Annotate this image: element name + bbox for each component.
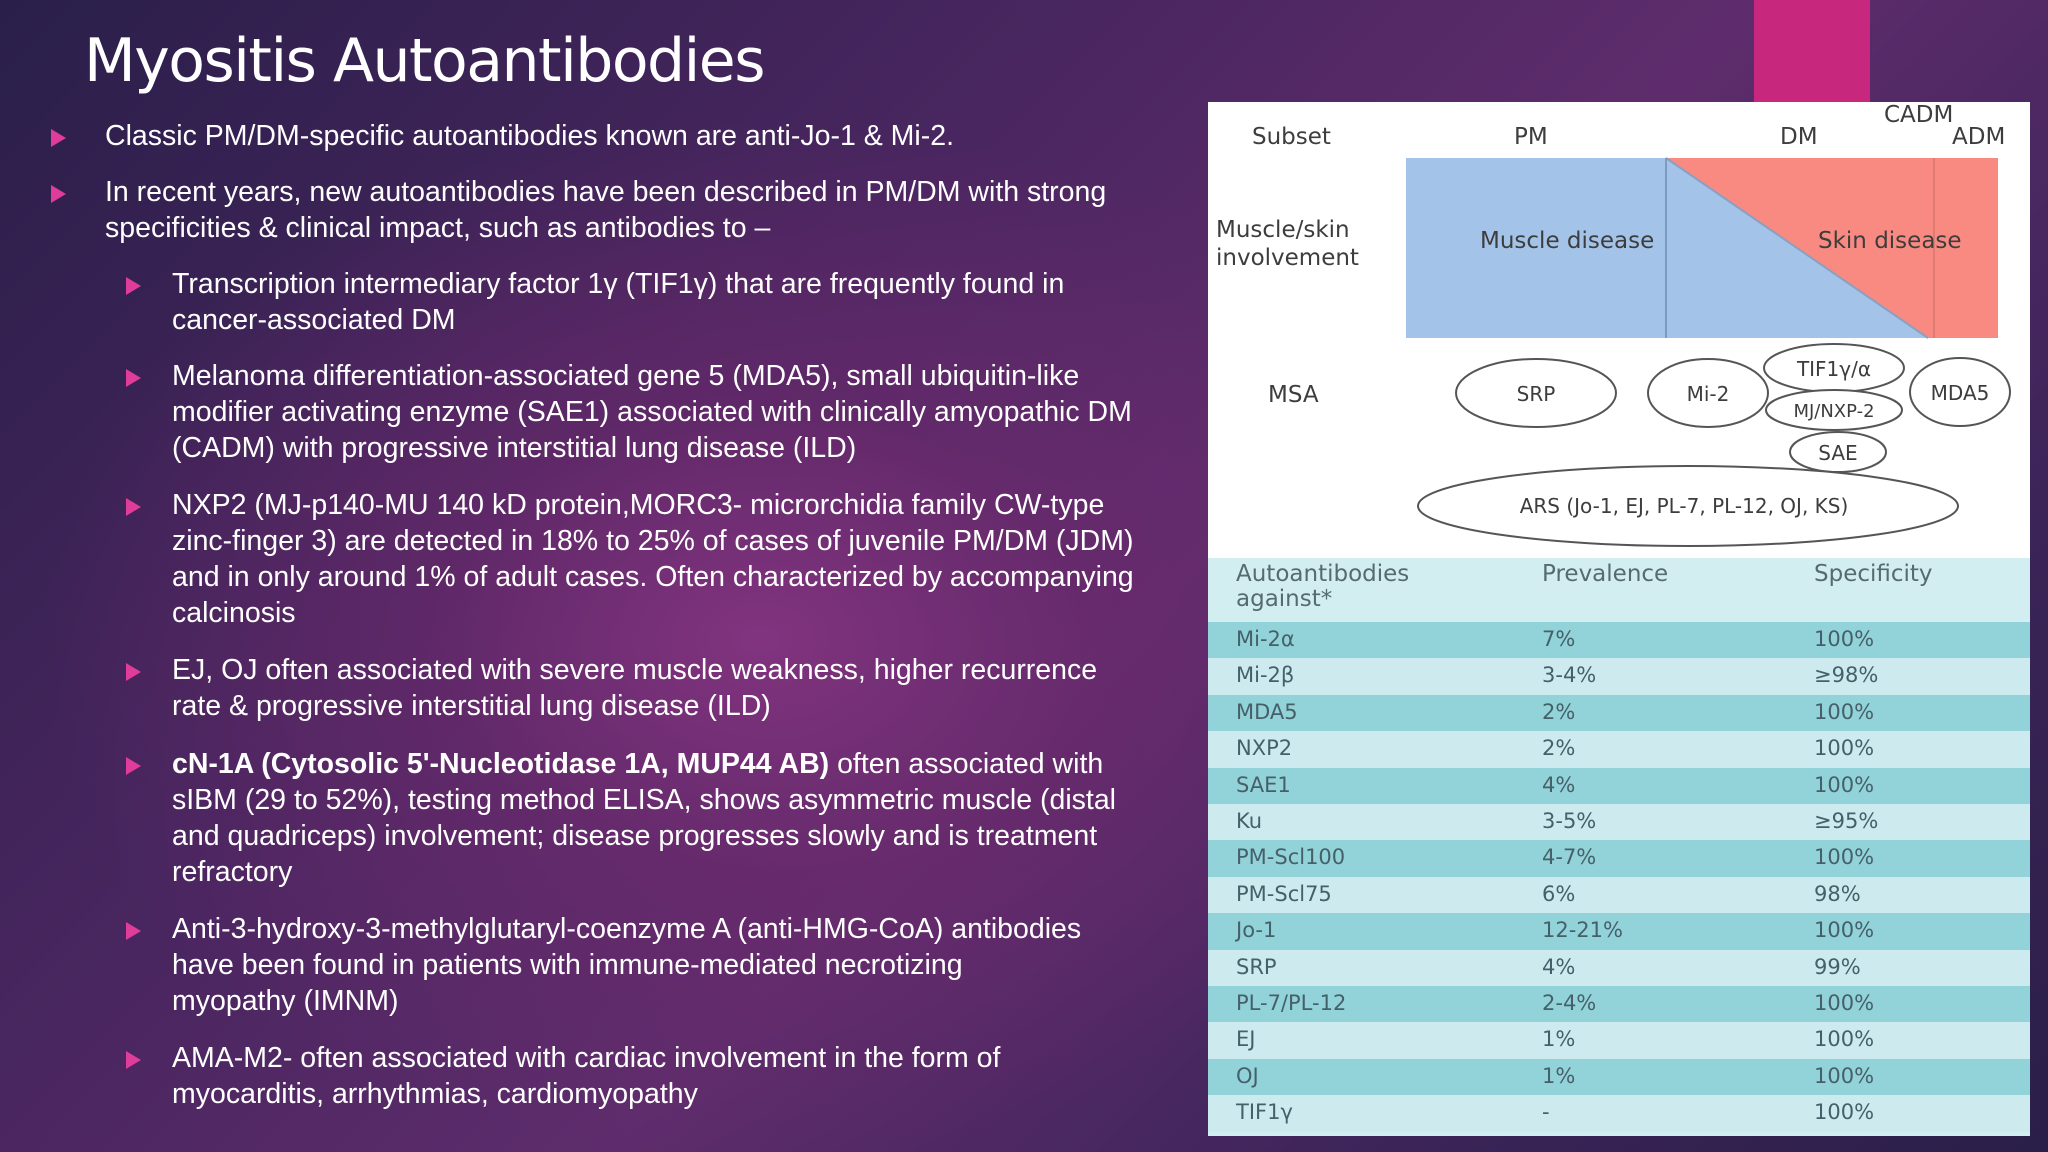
specificity-cell: 100%	[1814, 736, 1875, 761]
prevalence-cell: 1%	[1542, 1063, 1576, 1088]
table-row	[1208, 658, 2030, 694]
slide-title: Myositis Autoantibodies	[84, 26, 764, 96]
bullet-arrow-icon	[126, 757, 141, 775]
antibody-cell: Mi-2β	[1236, 663, 1295, 688]
sub-bullet-item	[172, 358, 1192, 466]
antibody-cell: PM-Scl75	[1236, 881, 1332, 906]
antibody-cell: MDA5	[1236, 699, 1298, 724]
skin-disease-label: Skin disease	[1818, 228, 1962, 254]
specificity-cell: ≥98%	[1814, 663, 1879, 688]
prevalence-cell: -	[1542, 1100, 1550, 1125]
bullet-text: In recent years, new autoantibodies have been described in PM/DM with strong specificities & clinical impact, such as antibodies to –	[105, 176, 1107, 244]
sub-bullet-item	[172, 266, 1192, 338]
antibody-cell: SRP	[1236, 954, 1277, 979]
table-row	[1208, 1022, 2030, 1058]
specificity-cell: 100%	[1814, 772, 1875, 797]
header-autoantibodies: Autoantibodies against*	[1236, 561, 1410, 612]
specificity-cell: 100%	[1814, 918, 1875, 943]
mda5-label: MDA5	[1930, 381, 1990, 405]
bullet-item	[105, 174, 1185, 246]
bullet-text: Classic PM/DM-specific autoantibodies known are anti-Jo-1 & Mi-2.	[105, 120, 954, 152]
antibody-cell: Ku	[1236, 809, 1263, 833]
table-row	[1208, 840, 2030, 876]
prevalence-cell: 4%	[1542, 772, 1576, 797]
header-specificity: Specificity	[1814, 561, 1933, 587]
table-row	[1208, 1059, 2030, 1095]
prevalence-cell: 4-7%	[1542, 845, 1597, 870]
table-row	[1208, 768, 2030, 804]
specificity-cell: ≥95%	[1814, 809, 1879, 833]
cadm-label: CADM	[1884, 102, 1954, 128]
bullet-bold-text: cN-1A (Cytosolic 5'-Nucleotidase 1A, MUP44 AB)	[172, 748, 830, 780]
prevalence-cell: 2%	[1542, 736, 1576, 761]
prevalence-cell: 3-5%	[1542, 809, 1597, 833]
subset-label: Subset	[1252, 124, 1331, 150]
specificity-cell: 100%	[1814, 1063, 1875, 1088]
bullet-arrow-icon	[126, 277, 141, 295]
antibody-cell: EJ	[1236, 1027, 1256, 1052]
bullet-text: EJ, OJ often associated with severe muscle weakness, higher recurrence rate & progressive interstitial lung disease (ILD)	[172, 654, 1098, 722]
table-row	[1208, 986, 2030, 1022]
bullet-arrow-icon	[126, 369, 141, 387]
table-header	[1208, 558, 2030, 622]
antibody-cell: TIF1γ	[1236, 1100, 1293, 1125]
bullet-arrow-icon	[51, 185, 66, 203]
table-row	[1208, 804, 2030, 840]
sub-bullet-item	[172, 911, 1192, 1019]
muscle-disease-label: Muscle disease	[1480, 228, 1655, 254]
accent-bar	[1754, 0, 1870, 102]
sub-bullet-item	[172, 652, 1192, 724]
sub-bullet-item	[172, 746, 1192, 890]
prevalence-cell: 12-21%	[1542, 918, 1623, 943]
mi2-label: Mi-2	[1686, 382, 1730, 406]
bullet-text: Transcription intermediary factor 1γ (TIF1γ) that are frequently found in cancer-associated DM	[172, 268, 1065, 336]
antibody-cell: NXP2	[1236, 736, 1293, 761]
table-row	[1208, 877, 2030, 913]
adm-label: ADM	[1952, 124, 2006, 150]
specificity-cell: 100%	[1814, 1027, 1875, 1052]
ars-label: ARS (Jo-1, EJ, PL-7, PL-12, OJ, KS)	[1519, 494, 1849, 518]
specificity-cell: 100%	[1814, 991, 1875, 1015]
diagram-graphic	[1208, 102, 2030, 558]
prevalence-cell: 6%	[1542, 881, 1576, 906]
msa-label: MSA	[1268, 382, 1319, 408]
specificity-cell: 100%	[1814, 627, 1875, 651]
tif1-label: TIF1γ/α	[1796, 357, 1872, 381]
table-row	[1208, 913, 2030, 949]
bullet-arrow-icon	[126, 498, 141, 516]
specificity-cell: 100%	[1814, 845, 1875, 870]
prevalence-cell: 2-4%	[1542, 991, 1597, 1015]
specificity-cell: 100%	[1814, 699, 1875, 724]
antibody-cell: PM-Scl100	[1236, 845, 1346, 870]
msa-diagram	[1208, 102, 2030, 558]
table-row	[1208, 695, 2030, 731]
bullet-text: NXP2 (MJ-p140-MU 140 kD protein,MORC3- microrchidia family CW-type zinc-finger 3) are detected in 18% to 25% of cases of juvenile PM/DM (JDM) and in only around 1% of adult cases. Often characterized by accompanying calcinosis	[172, 489, 1134, 629]
autoantibody-table	[1208, 558, 2030, 1136]
prevalence-cell: 4%	[1542, 954, 1576, 979]
specificity-cell: 100%	[1814, 1100, 1875, 1125]
prevalence-cell: 2%	[1542, 699, 1576, 724]
bullet-rest-text: often associated with sIBM (29 to 52%), testing method ELISA, shows asymmetric muscle (distal and quadriceps) involvement; disease progresses slowly and is treatment refractory	[172, 748, 1117, 888]
mjnxp2-label: MJ/NXP-2	[1793, 401, 1875, 422]
antibody-cell: Mi-2α	[1236, 627, 1295, 651]
prevalence-cell: 3-4%	[1542, 663, 1597, 688]
bullet-text: Melanoma differentiation-associated gene 5 (MDA5), small ubiquitin-like modifier activating enzyme (SAE1) associated with clinically amyopathic DM (CADM) with progressive interstitial lung disease (ILD)	[172, 360, 1132, 464]
bullet-arrow-icon	[126, 922, 141, 940]
bullet-arrow-icon	[126, 1051, 141, 1069]
antibody-cell: Jo-1	[1236, 918, 1277, 943]
specificity-cell: 99%	[1814, 954, 1861, 979]
involvement-label: Muscle/skin involvement	[1216, 217, 1359, 271]
sub-bullet-item	[172, 1040, 1192, 1112]
header-prevalence: Prevalence	[1542, 561, 1669, 587]
table-row	[1208, 950, 2030, 986]
prevalence-cell: 7%	[1542, 627, 1576, 651]
dm-label: DM	[1780, 124, 1818, 150]
bullet-text: Anti-3-hydroxy-3-methylglutaryl-coenzyme A (anti-HMG-CoA) antibodies have been found in patients with immune-mediated necrotizing myopathy (IMNM)	[172, 913, 1082, 1017]
table-row	[1208, 622, 2030, 658]
bullet-arrow-icon	[51, 129, 66, 147]
bullet-text: AMA-M2- often associated with cardiac involvement in the form of myocarditis, arrhythmias, cardiomyopathy	[172, 1042, 1001, 1110]
pm-label: PM	[1514, 124, 1548, 150]
prevalence-cell: 1%	[1542, 1027, 1576, 1052]
specificity-cell: 98%	[1814, 881, 1861, 906]
sae-label: SAE	[1818, 441, 1858, 465]
bullet-text	[172, 746, 1192, 890]
table-row	[1208, 1095, 2030, 1131]
bullet-arrow-icon	[126, 663, 141, 681]
srp-label: SRP	[1516, 382, 1556, 406]
antibody-cell: OJ	[1236, 1063, 1259, 1088]
table-row	[1208, 731, 2030, 767]
bullet-item	[105, 118, 1185, 154]
antibody-cell: PL-7/PL-12	[1236, 991, 1347, 1015]
sub-bullet-item	[172, 487, 1192, 631]
antibody-cell: SAE1	[1236, 772, 1291, 797]
